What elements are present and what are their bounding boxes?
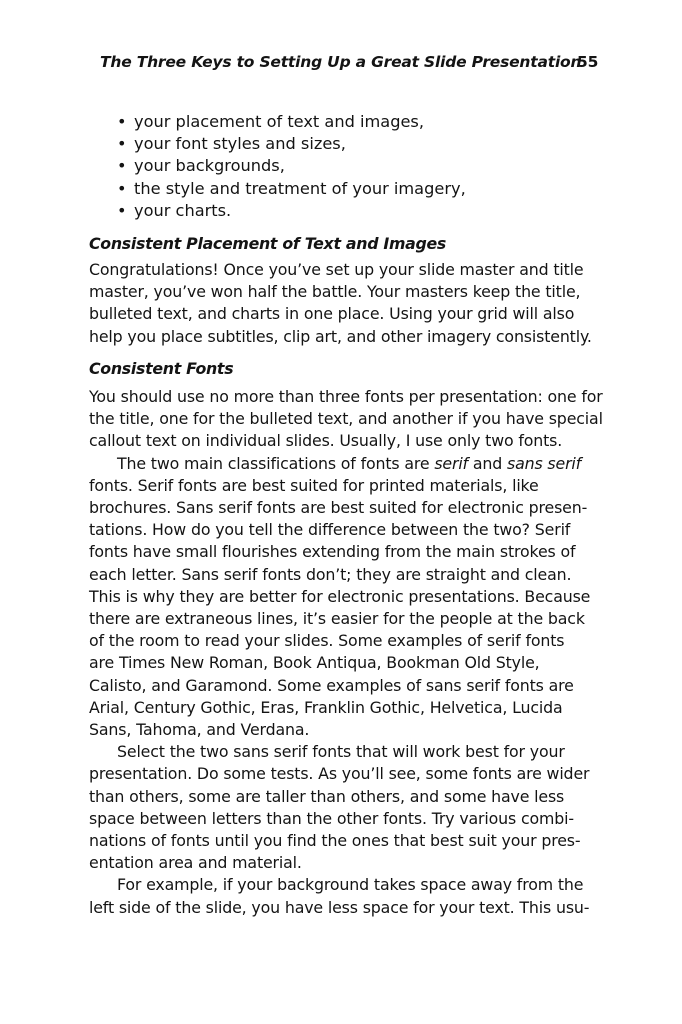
section-heading-fonts: Consistent Fonts	[89, 359, 234, 378]
bullet-icon: •	[117, 178, 127, 198]
list-item: • the style and treatment of your imagery,	[117, 178, 466, 200]
paragraph-first-line: The two main classifications of fonts are serif and sans serif	[117, 453, 582, 473]
list-item: • your charts.	[117, 200, 466, 222]
list-item: • your font styles and sizes,	[117, 133, 466, 155]
bullet-icon: •	[117, 134, 127, 154]
bullet-list	[117, 111, 466, 222]
paragraph-placement: Congratulations! Once you’ve set up your slide master and title master, you’ve won half the battle. Your masters keep the title, bulleted text, and charts in one place. Using your grid will also help you place subtitles, clip art, and other imagery consistently.	[89, 260, 592, 346]
running-head-title: The Three Keys to Setting Up a Great Slide Presentation	[100, 53, 582, 71]
list-item: • your backgrounds,	[117, 155, 466, 177]
bullet-icon: •	[117, 112, 127, 131]
bullet-icon: •	[117, 200, 127, 220]
list-item: • your placement of text and images,	[117, 111, 466, 133]
page-number: 55	[577, 53, 599, 71]
paragraph-fonts: You should use no more than three fonts per presentation: one for the title, one for the bulleted text, and another if you have special callout text on individual slides. Usually, I use only two fonts. The two main classifications of fonts are serif and sans serif fonts. Serif fonts are best suited for printed materials, like brochures. Sans serif fonts are best suited for electronic presen- tations. How do you tell the difference between the two? Serif fonts have small flourishes extending from the main strokes of each letter. Sans serif fonts don’t; they are straight and clean. This is why they are better for electronic presentations. Because there are extraneous lines, it’s easier for the people at the back of the room to read your slides. Some examples of serif fonts are Times New Roman, Book Antiqua, Bookman Old Style, Calisto, and Garamond. Some examples of sans serif fonts are Arial, Century Gothic, Eras, Franklin Gothic, Helvetica, Lucida Sans, Tahoma, and Verdana. Select the two sans serif fonts that will work best for your presentation. Do some tests. As you’ll see, some fonts are wider than others, some are taller than others, and some have less space between letters than the other fonts. Try various combi- nations of fonts until you find the ones that best suit your pres- entation area and material. For example, if your background takes space away from the left side of the slide, you have less space for your text. This usu-	[89, 386, 609, 919]
running-head	[100, 53, 600, 71]
section-heading-placement: Consistent Placement of Text and Images	[89, 234, 447, 253]
bullet-icon: •	[117, 156, 127, 176]
